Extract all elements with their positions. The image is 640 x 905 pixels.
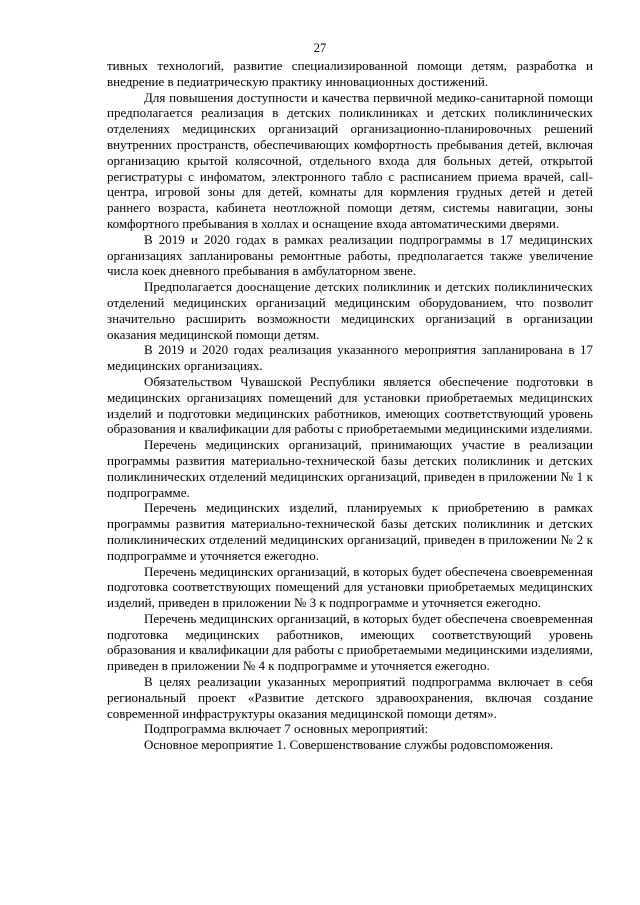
paragraph-obligation: Обязательством Чувашской Республики является обеспечение подготовки в медицинских организациях помещений для установки приобретаемых медицинских изделий и подготовки медицинских работников, имеющих соответствующий уровень образования и квалификации для работы с приобретаемыми медицинскими изделиями. (107, 373, 593, 437)
page-number: 27 (313, 41, 327, 55)
paragraph-main-activities: Подпрограмма включает 7 основных мероприятий: (144, 721, 429, 737)
paragraph-appendix-3: Перечень медицинских организаций, в которых будет обеспечена своевременная подготовка соответствующих помещений для установки приобретаемых медицинских изделий, приведен в приложении № 3 к подпрограмме и уточняется ежегодно. (107, 563, 593, 611)
paragraph-regional-project: В целях реализации указанных мероприятий подпрограмма включает в себя региональный проект «Развитие детского здравоохранения, включая создание современной инфраструктуры оказания медицинской помощи детям». (107, 674, 593, 721)
paragraph-activity-1: Основное мероприятие 1. Совершенствование службы родовспоможения. (144, 737, 554, 753)
paragraph-appendix-4: Перечень медицинских организаций, в которых будет обеспечена своевременная подготовка медицинских работников, имеющих соответствующий уровень образования и квалификации для работы с приобретаемыми медицинскими изделиями, приведен в приложении № 4 к подпрограмме и уточняется ежегодно. (107, 610, 593, 674)
document-body (107, 58, 593, 753)
paragraph-accessibility: Для повышения доступности и качества первичной медико-санитарной помощи предполагается реализация в детских поликлиниках и детских поликлинических отделениях медицинских организаций организационно-планировочных решений внутренних пространств, обеспечивающих комфортность пребывания детей, включая организацию крытой колясочной, отдельного входа для больных детей, открытой регистратуры с инфоматом, электронного табло с расписанием приема врачей, call-центра, игровой зоны для детей, комнаты для кормления грудных детей и детей раннего возраста, кабинета неотложной помощи детям, системы навигации, зоны комфортного пребывания в холлах и оснащение входа автоматическими дверями. (107, 89, 593, 231)
paragraph-equipment: Предполагается дооснащение детских поликлиник и детских поликлинических отделений медицинских организаций медицинским оборудованием, что позволит значительно расширить возможности медицинских организаций в организации оказания медицинской помощи детям. (107, 279, 593, 342)
paragraph-repairs-2019-2020: В 2019 и 2020 годах в рамках реализации подпрограммы в 17 медицинских организациях запланированы ремонтные работы, предполагается также увеличение числа коек дневного пребывания в амбулаторном звене. (107, 231, 593, 279)
paragraph-appendix-2: Перечень медицинских изделий, планируемых к приобретению в рамках программы развития материально-технической базы детских поликлиник и детских поликлинических отделений медицинских организаций, приведен в приложении № 2 к подпрограмме и уточняется ежегодно. (107, 500, 593, 563)
paragraph-appendix-1: Перечень медицинских организаций, принимающих участие в реализации программы развития материально-технической базы детских поликлиник и детских поликлинических отделений медицинских организаций, приведен в приложении № 1 к подпрограмме. (107, 437, 593, 500)
paragraph-implementation-2019-2020: В 2019 и 2020 годах реализация указанного мероприятия запланирована в 17 медицинских организациях. (107, 342, 593, 374)
paragraph-continuation: тивных технологий, развитие специализированной помощи детям, разработка и внедрение в педиатрическую практику инновационных достижений. (107, 58, 593, 89)
